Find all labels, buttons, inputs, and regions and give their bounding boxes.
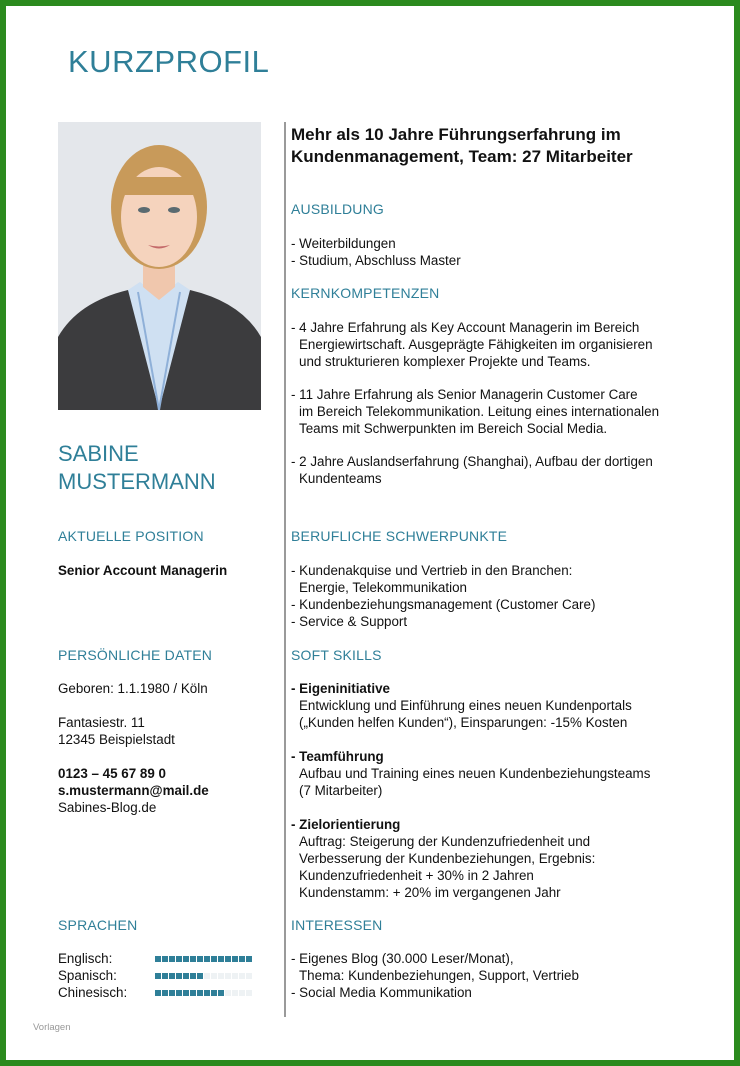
level-segment [169,973,175,979]
level-segment [204,956,210,962]
phone-number: 0123 – 45 67 89 0 [58,766,166,781]
interests-heading: INTERESSEN [291,917,383,933]
person-name [58,440,216,496]
language-name: Englisch: [58,951,113,966]
level-segment [183,956,189,962]
skill-line: Aufbau und Training eines neuen Kundenbeziehungsteams [299,766,651,781]
soft-skills-list [291,680,650,901]
blog-link[interactable]: Sabines-Blog.de [58,800,157,815]
level-segment [225,990,231,996]
list-item-cont: Thema: Kundenbeziehungen, Support, Vertrieb [299,968,579,983]
level-segment [162,956,168,962]
profile-headline: Mehr als 10 Jahre Führungserfahrung im Kundenmanagement, Team: 27 Mitarbeiter [291,125,633,166]
list-item-cont: und strukturieren komplexer Projekte und Teams. [299,354,591,369]
language-row [58,967,253,984]
skill-title: - Teamführung [291,749,384,764]
level-segment [211,973,217,979]
skill-line: Kundenstamm: + 20% im vergangenen Jahr [299,885,561,900]
email-address[interactable]: s.mustermann@mail.de [58,783,209,798]
list-item-cont: im Bereich Telekommunikation. Leitung eines internationalen [299,404,660,419]
position-heading: AKTUELLE POSITION [58,528,204,544]
level-segment [218,990,224,996]
languages-heading: SPRACHEN [58,917,138,933]
list-item: - 4 Jahre Erfahrung als Key Account Managerin im Bereich [291,320,640,335]
soft-skills-heading: SOFT SKILLS [291,647,382,663]
level-segment [232,956,238,962]
skill-line: Kundenzufriedenheit + 30% in 2 Jahren [299,868,534,883]
level-segment [176,973,182,979]
skill-line: (7 Mitarbeiter) [299,783,383,798]
skill-line: Auftrag: Steigerung der Kundenzufriedenheit und [299,834,591,849]
level-segment [225,973,231,979]
level-segment [246,973,252,979]
name-line-1: SABINE [58,441,139,466]
level-segment [232,973,238,979]
level-segment [176,990,182,996]
level-segment [162,990,168,996]
language-level-meter [155,984,253,1001]
level-segment [225,956,231,962]
level-segment [211,956,217,962]
list-item-cont: Energiewirtschaft. Ausgeprägte Fähigkeiten im organisieren [299,337,653,352]
education-heading: AUSBILDUNG [291,201,385,217]
core-heading: KERNKOMPETENZEN [291,285,440,301]
language-level-meter [155,950,253,967]
focus-list [291,562,595,630]
current-position: Senior Account Managerin [58,563,228,578]
skill-title: - Zielorientierung [291,817,401,832]
list-item: - Social Media Kommunikation [291,985,472,1000]
level-segment [176,956,182,962]
core-list [291,319,659,487]
skill-title: - Eigeninitiative [291,681,390,696]
column-divider [284,122,286,1017]
list-item: - Kundenakquise und Vertrieb in den Branchen: [291,563,573,578]
list-item: - Studium, Abschluss Master [291,253,461,268]
level-segment [211,990,217,996]
level-segment [155,956,161,962]
skill-line: („Kunden helfen Kunden“), Einsparungen: -15% Kosten [299,715,628,730]
level-segment [169,990,175,996]
profile-photo [58,122,261,410]
name-line-2: MUSTERMANN [58,469,216,494]
languages-list [58,950,253,1001]
skill-line: Entwicklung und Einführung eines neuen Kundenportals [299,698,632,713]
interests-list [291,950,579,1001]
language-level-meter [155,967,253,984]
list-item: - Eigenes Blog (30.000 Leser/Monat), [291,951,514,966]
list-item: - Kundenbeziehungsmanagement (Customer Care) [291,597,596,612]
list-item-cont: Kundenteams [299,471,382,486]
personal-heading: PERSÖNLICHE DATEN [58,647,213,663]
language-name: Spanisch: [58,968,117,983]
level-segment [232,990,238,996]
level-segment [155,973,161,979]
level-segment [190,973,196,979]
list-item-cont: Energie, Telekommunikation [299,580,467,595]
list-item: - Service & Support [291,614,408,629]
language-row [58,950,253,967]
level-segment [204,990,210,996]
skill-line: Verbesserung der Kundenbeziehungen, Ergebnis: [299,851,596,866]
list-item-cont: Teams mit Schwerpunkten im Bereich Social Media. [299,421,608,436]
level-segment [197,973,203,979]
language-name: Chinesisch: [58,985,128,1000]
level-segment [169,956,175,962]
level-segment [246,956,252,962]
list-item: - 2 Jahre Auslandserfahrung (Shanghai), Aufbau der dortigen [291,454,653,469]
level-segment [218,956,224,962]
birth-info: Geboren: 1.1.1980 / Köln [58,681,208,696]
footer-watermark: Vorlagen [33,1022,71,1033]
list-item: - 11 Jahre Erfahrung als Senior Managerin Customer Care [291,387,638,402]
level-segment [204,973,210,979]
level-segment [162,973,168,979]
level-segment [190,990,196,996]
level-segment [218,973,224,979]
focus-heading: BERUFLICHE SCHWERPUNKTE [291,528,508,544]
level-segment [239,956,245,962]
page-title: KURZPROFIL [68,44,270,79]
address-street: Fantasiestr. 11 [58,715,145,730]
list-item: - Weiterbildungen [291,236,396,251]
level-segment [183,990,189,996]
level-segment [197,990,203,996]
level-segment [239,973,245,979]
level-segment [239,990,245,996]
level-segment [155,990,161,996]
language-row [58,984,253,1001]
level-segment [190,956,196,962]
education-list [291,235,461,269]
address-city: 12345 Beispielstadt [58,732,175,747]
level-segment [183,973,189,979]
level-segment [246,990,252,996]
level-segment [197,956,203,962]
